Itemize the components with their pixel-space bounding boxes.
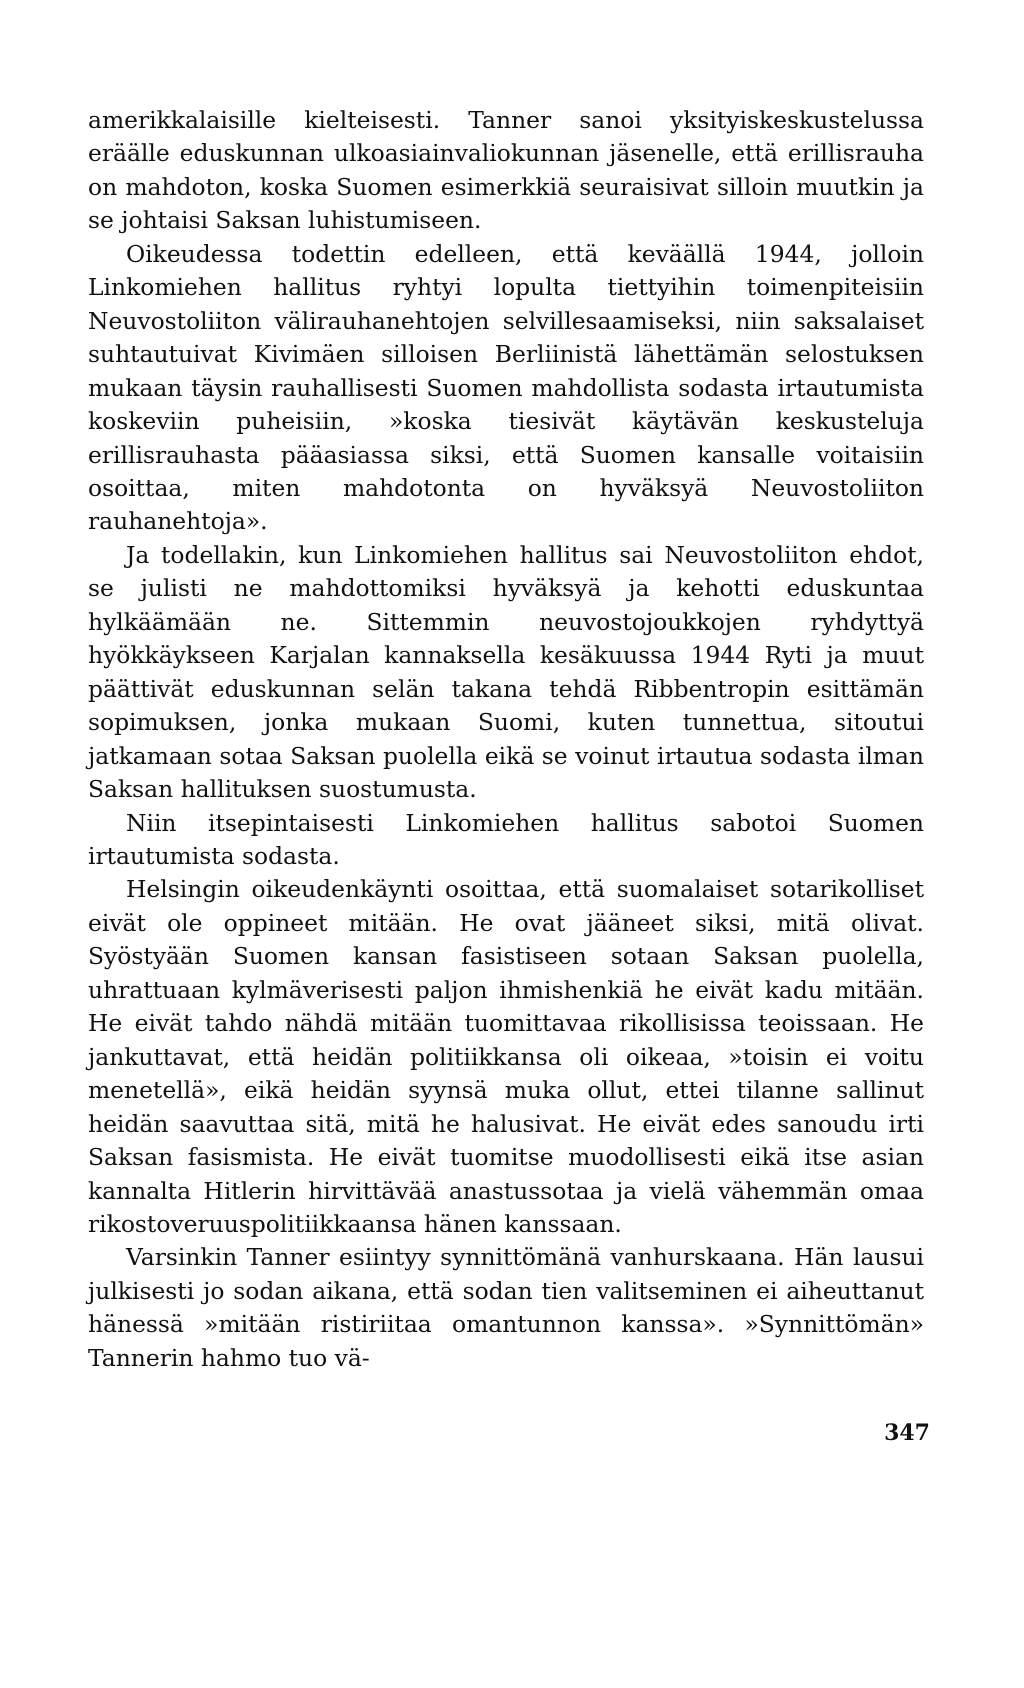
paragraph-2: Oikeudessa todettin edelleen, että keväällä 1944, jolloin Linkomiehen hallitus ryhtyi lopulta tiettyihin toimenpiteisiin Neuvostoliiton välirauhanehtojen selvillesaamiseksi, niin saksalaiset suhtautuivat Kivimäen silloisen Berliinistä lähettämän selostuksen mukaan täysin rauhallisesti Suomen mahdollista sodasta irtautumista koskeviin puheisiin, »koska tiesivät käytävän keskusteluja erillisrauhasta pääasiassa siksi, että Suomen kansalle voitaisiin osoittaa, miten mahdotonta on hyväksyä Neuvostoliiton rauhanehtoja». <box>88 239 924 536</box>
page-number: 347 <box>884 1420 930 1446</box>
paragraph-5: Helsingin oikeudenkäynti osoittaa, että suomalaiset sotarikolliset eivät ole oppineet mitään. He ovat jääneet siksi, mitä olivat. Syöstyään Suomen kansan fasistiseen sotaan Saksan puolella, uhrattuaan kylmäverisesti paljon ihmishenkiä he eivät kadu mitään. He eivät tahdo nähdä mitään tuomittavaa rikollisissa teoissaan. He jankuttavat, että heidän politiikkansa oli oikeaa, »toisin ei voitu menetellä», eikä heidän syynsä muka ollut, ettei tilanne sallinut heidän saavuttaa sitä, mitä he halusivat. He eivät edes sanoudu irti Saksan fasismista. He eivät tuomitse muodollisesti eikä itse asian kannalta Hitlerin hirvittävää anastussotaa ja vielä vähemmän omaa rikostoveruuspolitiikkaansa hänen kanssaan. <box>88 875 924 1238</box>
body-text <box>88 104 924 1375</box>
paragraph-6: Varsinkin Tanner esiintyy synnittömänä vanhurskaana. Hän lausui julkisesti jo sodan aikana, että sodan tien valitseminen ei aiheuttanut hänessä »mitään ristiriitaa omantunnon kanssa». »Synnittömän» Tannerin hahmo tuo vä- <box>88 1243 924 1372</box>
paragraph-4: Niin itsepintaisesti Linkomiehen hallitus sabotoi Suomen irtautumista sodasta. <box>88 808 924 870</box>
paragraph-3: Ja todellakin, kun Linkomiehen hallitus sai Neuvostoliiton ehdot, se julisti ne mahdottomiksi hyväksyä ja kehotti eduskuntaa hylkäämään ne. Sittemmin neuvostojoukkojen ryhdyttyä hyökkäykseen Karjalan kannaksella kesäkuussa 1944 Ryti ja muut päättivät eduskunnan selän takana tehdä Ribbentropin esittämän sopimuksen, jonka mukaan Suomi, kuten tunnettua, sitoutui jatkamaan sotaa Saksan puolella eikä se voinut irtautua sodasta ilman Saksan hallituksen suostumusta. <box>88 540 924 804</box>
paragraph-1: amerikkalaisille kielteisesti. Tanner sanoi yksityiskeskustelussa eräälle eduskunnan ulkoasiainvaliokunnan jäsenelle, että erillisrauha on mahdoton, koska Suomen esimerkkiä seuraisivat silloin muutkin ja se johtaisi Saksan luhistumiseen. <box>88 106 924 235</box>
